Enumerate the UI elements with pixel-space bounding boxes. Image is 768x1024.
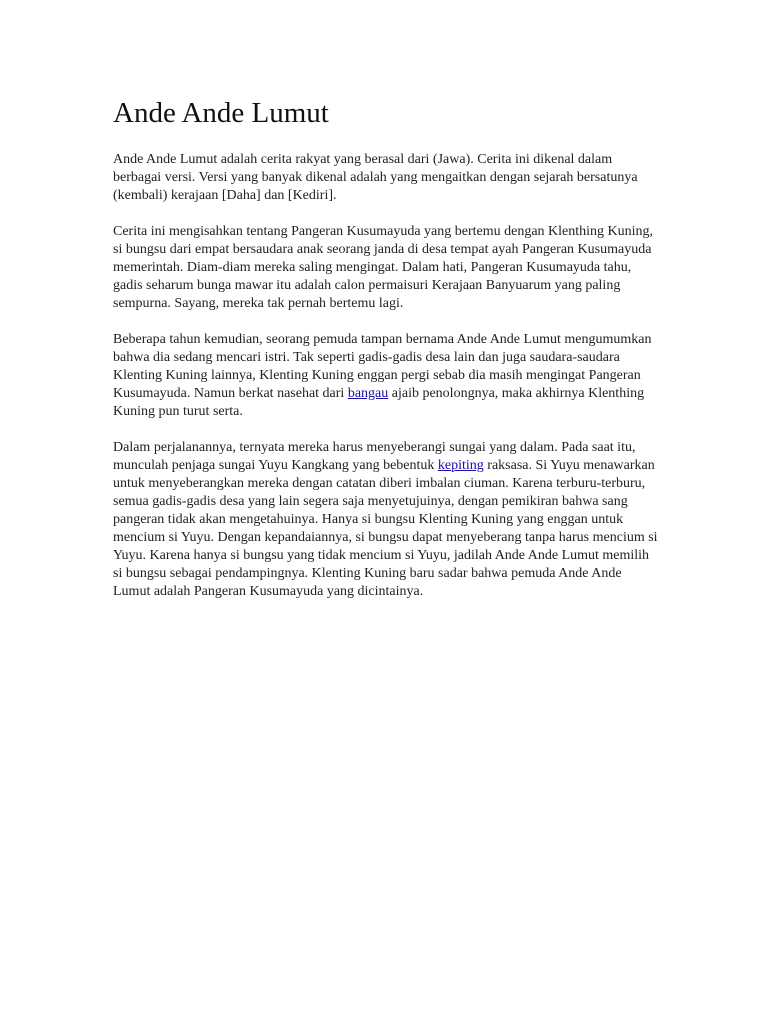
paragraph-text-after-link: raksasa. Si Yuyu menawarkan untuk menyeberangkan mereka dengan catatan diberi imbalan ciuman. Karena terburu-terburu, semua gadis-gadis desa yang lain segera saja menyetujuinya, dengan pemikiran bahwa sang pangeran tidak akan mengetahuinya. Hanya si bungsu Klenting Kuning yang enggan untuk mencium si Yuyu. Dengan kepandaiannya, si bungsu dapat menyeberang tanpa harus mencium si Yuyu. Karena hanya si bungsu yang tidak mencium si Yuyu, jadilah Ande Ande Lumut memilih si bungsu sebagai pendampingnya. Klenting Kuning baru sadar bahwa pemuda Ande Ande Lumut adalah Pangeran Kusumayuda yang dicintainya. — [113, 458, 658, 599]
paragraph-intro: Ande Ande Lumut adalah cerita rakyat yang berasal dari (Jawa). Cerita ini dikenal dalam berbagai versi. Versi yang banyak dikenal adalah yang mengaitkan dengan sejarah bersatunya (kembali) kerajaan [Daha] dan [Kediri]. — [113, 152, 638, 203]
paragraph-yuyu-kangkang — [113, 439, 658, 601]
page-title: Ande Ande Lumut — [113, 97, 329, 129]
link-kepiting[interactable]: kepiting — [437, 458, 484, 473]
paragraph-ande-ande-lumut — [113, 331, 658, 421]
link-bangau[interactable]: bangau — [347, 386, 389, 401]
document-page — [113, 96, 658, 619]
paragraph-story-start: Cerita ini mengisahkan tentang Pangeran Kusumayuda yang bertemu dengan Klenthing Kuning, si bungsu dari empat bersaudara anak seorang janda di desa tempat ayah Pangeran Kusumayuda memerintah. Diam-diam mereka saling mengingat. Dalam hati, Pangeran Kusumayuda tahu, gadis seharum bunga mawar itu adalah calon permaisuri Kerajaan Banyuarum yang paling sempurna. Sayang, mereka tak pernah bertemu lagi. — [113, 224, 654, 311]
paragraph-text-before-link: Dalam perjalanannya, ternyata mereka harus menyeberangi sungai yang dalam. Pada saat itu, munculah penjaga sungai Yuyu Kangkang yang bebentuk — [113, 440, 636, 473]
paragraph-text-before-link: Beberapa tahun kemudian, seorang pemuda tampan bernama Ande Ande Lumut mengumumkan bahwa dia sedang mencari istri. Tak seperti gadis-gadis desa lain dan juga saudara-saudara Klenting Kuning lainnya, Klenting Kuning enggan pergi sebab dia masih mengingat Pangeran Kusumayuda. Namun berkat nasehat dari — [113, 332, 652, 401]
paragraph-text-after-link: ajaib penolongnya, maka akhirnya Klenthing Kuning pun turut serta. — [113, 386, 645, 419]
